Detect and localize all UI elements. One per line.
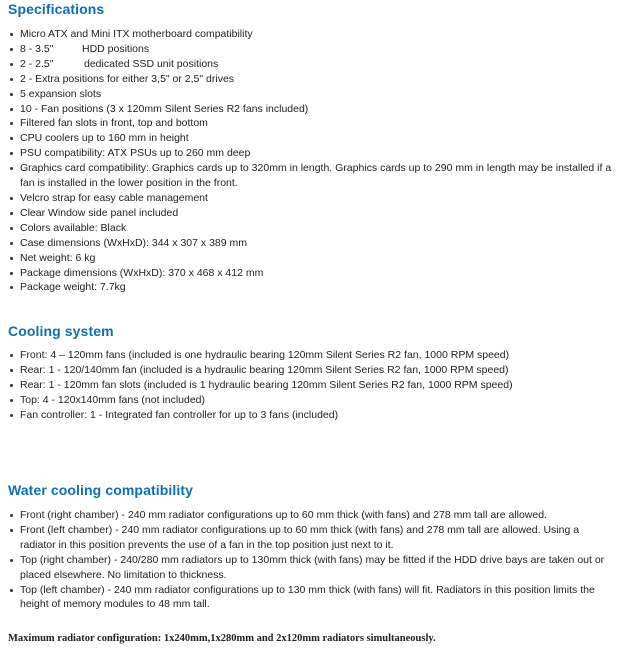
list-item: Case dimensions (WxHxD): 344 x 307 x 389 mm: [8, 236, 612, 251]
list-item-hdd: [8, 42, 612, 57]
list-item: CPU coolers up to 160 mm in height: [8, 131, 612, 146]
max-radiator-note: Maximum radiator configuration: 1x240mm,1x280mm and 2x120mm radiators simultaneously.: [8, 633, 436, 644]
list-item: Net weight: 6 kg: [8, 251, 612, 266]
list-item: 5 expansion slots: [8, 87, 612, 102]
list-item: Velcro strap for easy cable management: [8, 191, 612, 206]
specifications-heading: Specifications: [8, 1, 105, 17]
list-item: Package dimensions (WxHxD): 370 x 468 x 412 mm: [8, 266, 612, 281]
ssd-count: 2 - 2.5": [20, 57, 54, 70]
list-item: Top: 4 - 120x140mm fans (not included): [8, 393, 612, 408]
cooling-heading: Cooling system: [8, 323, 114, 339]
list-item: Rear: 1 - 120/140mm fan (included is a hydraulic bearing 120mm Silent Series R2 fan, 1000 RPM speed): [8, 363, 612, 378]
list-item: Package weight: 7.7kg: [8, 280, 612, 295]
list-item: Micro ATX and Mini ITX motherboard compatibility: [8, 27, 612, 42]
list-item: Front (right chamber) - 240 mm radiator configurations up to 60 mm thick (with fans) and 278 mm tall are allowed.: [8, 508, 612, 523]
list-item: Colors available: Black: [8, 221, 612, 236]
list-item: Front (left chamber) - 240 mm radiator configurations up to 60 mm thick (with fans) and 278 mm tall are allowed. Using a radiator in this position prevents the use of a fan in the top position just next to it.: [8, 523, 612, 553]
list-item: Rear: 1 - 120mm fan slots (included is 1 hydraulic bearing 120mm Silent Series R2 fan, 1000 RPM speed): [8, 378, 612, 393]
specifications-list: [8, 27, 612, 295]
list-item: Filtered fan slots in front, top and bottom: [8, 116, 612, 131]
water-cooling-list: [8, 508, 612, 612]
ssd-label: dedicated SSD unit positions: [84, 57, 219, 70]
list-item: Clear Window side panel included: [8, 206, 612, 221]
list-item: 10 - Fan positions (3 x 120mm Silent Series R2 fans included): [8, 102, 612, 117]
hdd-count: 8 - 3.5": [20, 42, 54, 55]
list-item: Top (right chamber) - 240/280 mm radiators up to 130mm thick (with fans) may be fitted if the HDD drive bays are taken out or placed elsewhere. No limitation to thickness.: [8, 553, 612, 583]
list-item-ssd: [8, 57, 612, 72]
list-item: Fan controller: 1 - Integrated fan controller for up to 3 fans (included): [8, 408, 612, 423]
list-item: Front: 4 – 120mm fans (included is one hydraulic bearing 120mm Silent Series R2 fan, 1000 RPM speed): [8, 348, 612, 363]
list-item: PSU compatibility: ATX PSUs up to 260 mm deep: [8, 146, 612, 161]
water-cooling-heading: Water cooling compatibility: [8, 482, 193, 498]
list-item: Top (left chamber) - 240 mm radiator configurations up to 130 mm thick (with fans) will fit. Radiators in this position limits the height of memory modules to 48 mm tall.: [8, 583, 612, 613]
list-item: Graphics card compatibility: Graphics cards up to 320mm in length. Graphics cards up to 290 mm in length may be installed if a fan is installed in the lower position in the front.: [8, 161, 612, 191]
list-item: 2 - Extra positions for either 3,5" or 2,5" drives: [8, 72, 612, 87]
hdd-label: HDD positions: [82, 42, 150, 55]
cooling-list: [8, 348, 612, 423]
